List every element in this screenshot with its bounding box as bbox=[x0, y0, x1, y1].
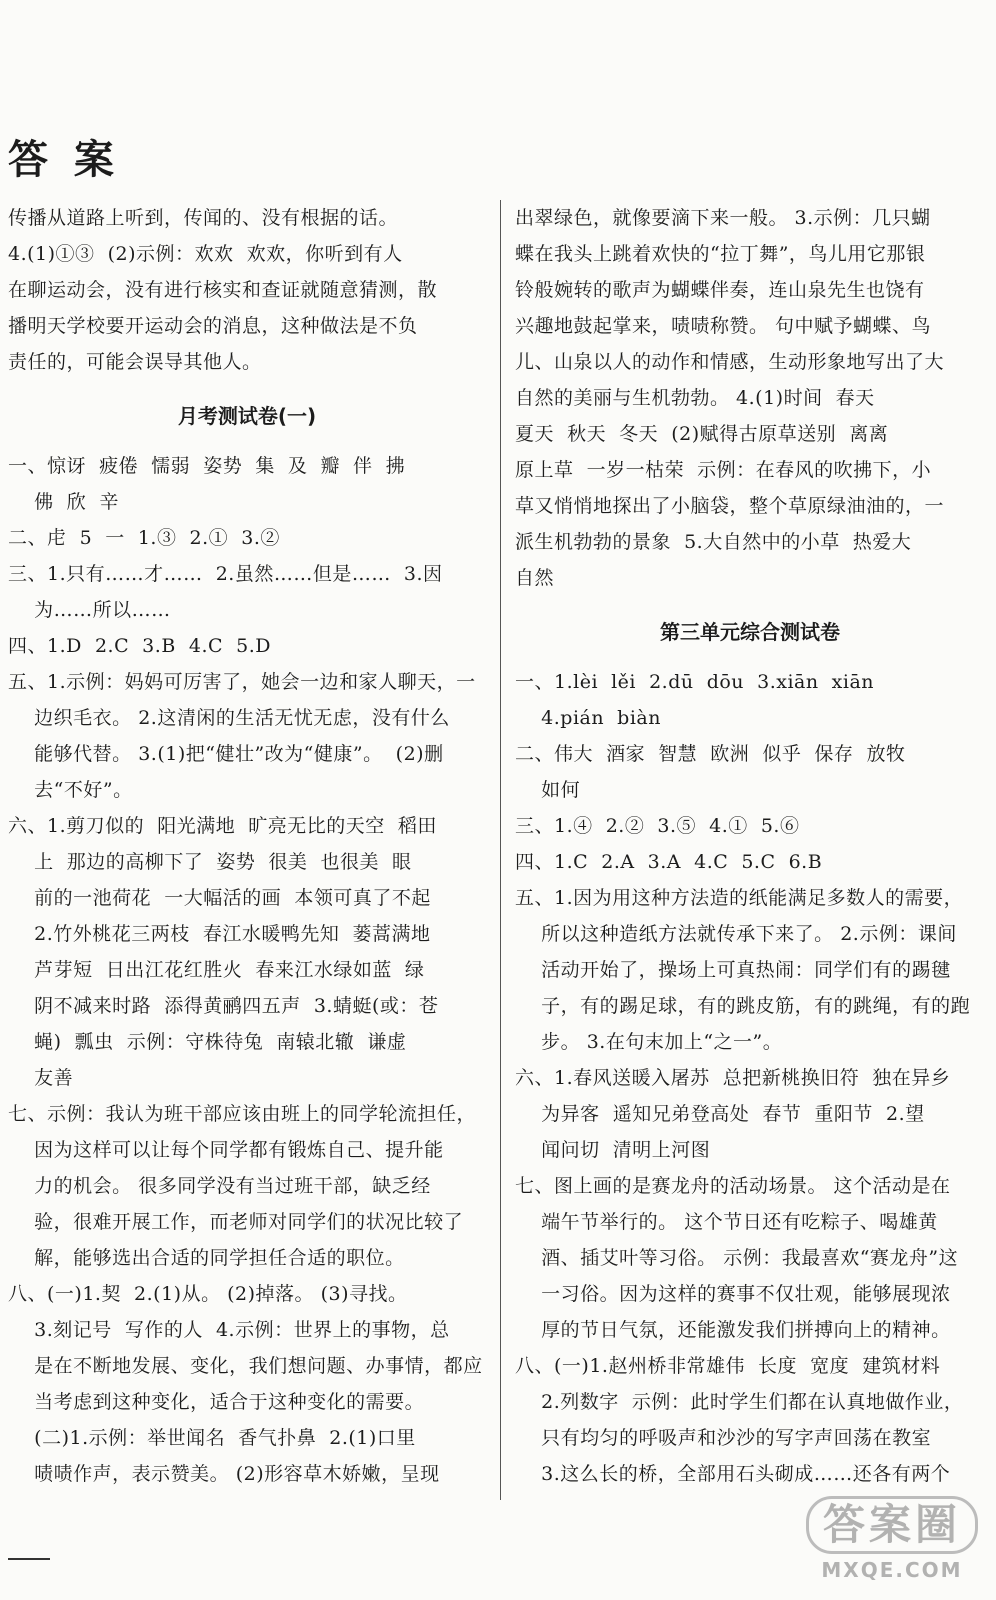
text-line: 一、1.lèi lěi 2.dū dōu 3.xiān xiān bbox=[515, 671, 875, 693]
text-line: 酒、插艾叶等习俗。 示例：我最喜欢“赛龙舟”这 bbox=[515, 1247, 959, 1269]
text-line: 4.(1)①③ (2)示例：欢欢 欢欢，你听到有人 bbox=[8, 243, 403, 265]
text-line: 七、示例：我认为班干部应该由班上的同学轮流担任， bbox=[8, 1103, 477, 1125]
text-line: 蝶在我头上跳着欢快的“拉丁舞”，鸟儿用它那银 bbox=[515, 243, 926, 265]
text-line: 啧啧作声，表示赞美。 (2)形容草木娇嫩，呈现 bbox=[8, 1463, 440, 1485]
text-line: 3.刻记号 写作的人 4.示例：世界上的事物，总 bbox=[8, 1319, 450, 1341]
text-line: 步。 3.在句末加上“之一”。 bbox=[515, 1031, 783, 1053]
right-intro-text bbox=[515, 200, 985, 596]
text-line: 原上草 一岁一枯荣 示例：在春风的吹拂下，小 bbox=[515, 459, 932, 481]
text-line: 力的机会。 很多同学没有当过班干部，缺乏经 bbox=[8, 1175, 431, 1197]
text-line: 上 那边的高柳下了 姿势 很美 也很美 眼 bbox=[8, 851, 412, 873]
text-line: 派生机勃勃的景象 5.大自然中的小草 热爱大 bbox=[515, 531, 912, 553]
text-line: 如何 bbox=[515, 779, 581, 801]
text-line: 自然 bbox=[515, 567, 555, 589]
watermark-logo bbox=[806, 1496, 978, 1582]
text-line: 去“不好”。 bbox=[8, 779, 133, 801]
text-line: 芦芽短 日出江花红胜火 春来江水绿如蓝 绿 bbox=[8, 959, 425, 981]
right-answers-text bbox=[515, 664, 985, 1492]
left-column bbox=[8, 200, 486, 1492]
text-line: 七、图上画的是赛龙舟的活动场景。 这个活动是在 bbox=[515, 1175, 951, 1197]
text-line: 兴趣地鼓起掌来，啧啧称赞。 句中赋予蝴蝶、鸟 bbox=[515, 315, 932, 337]
text-line: 佛 欣 辛 bbox=[8, 491, 119, 513]
text-line: 一习俗。因为这样的赛事不仅壮观，能够展现浓 bbox=[515, 1283, 951, 1305]
text-line: 出翠绿色，就像要滴下来一般。 3.示例：几只蝴 bbox=[515, 207, 931, 229]
text-line: 能够代替。 3.(1)把“健壮”改为“健康”。 (2)删 bbox=[8, 743, 444, 765]
text-line: 夏天 秋天 冬天 (2)赋得古原草送别 离离 bbox=[515, 423, 889, 445]
text-line: 一、惊讶 疲倦 懦弱 姿势 集 及 瓣 伴 拂 bbox=[8, 455, 406, 477]
text-line: 解，能够选出合适的同学担任合适的职位。 bbox=[8, 1247, 405, 1269]
section-heading-unit-three-test: 第三单元综合测试卷 bbox=[660, 620, 840, 644]
text-line: 自然的美丽与生机勃勃。 4.(1)时间 春天 bbox=[515, 387, 875, 409]
text-line: 五、1.因为用这种方法造的纸能满足多数人的需要， bbox=[515, 887, 964, 909]
text-line: 所以这种造纸方法就传承下来了。 2.示例：课间 bbox=[515, 923, 957, 945]
text-line: 儿、山泉以人的动作和情感，生动形象地写出了大 bbox=[515, 351, 945, 373]
text-line: 只有均匀的呼吸声和沙沙的写字声回荡在教室 bbox=[515, 1427, 932, 1449]
watermark-brand: 答案圈 bbox=[806, 1496, 978, 1554]
left-intro-text bbox=[8, 200, 486, 380]
text-line: 4.pián biàn bbox=[515, 707, 661, 729]
text-line: 为异客 遥知兄弟登高处 春节 重阳节 2.望 bbox=[515, 1103, 925, 1125]
column-divider bbox=[500, 200, 501, 1500]
text-line: 3.这么长的桥，全部用石头砌成……还各有两个 bbox=[515, 1463, 951, 1485]
text-line: 蝇) 瓢虫 示例：守株待兔 南辕北辙 谦虚 bbox=[8, 1031, 407, 1053]
watermark-url: MXQE.COM bbox=[821, 1558, 963, 1582]
text-line: 八、(一)1.赵州桥非常雄伟 长度 宽度 建筑材料 bbox=[515, 1355, 941, 1377]
text-line: 2.列数字 示例：此时学生们都在认真地做作业， bbox=[515, 1391, 964, 1413]
text-line: 播明天学校要开运动会的消息，这种做法是不负 bbox=[8, 315, 418, 337]
text-line: 因为这样可以让每个同学都有锻炼自己、提升能 bbox=[8, 1139, 444, 1161]
text-line: 当考虑到这种变化，适合于这种变化的需要。 bbox=[8, 1391, 425, 1413]
text-line: 六、1.剪刀似的 阳光满地 旷亮无比的天空 稻田 bbox=[8, 815, 437, 837]
text-line: 是在不断地发展、变化，我们想问题、办事情，都应 bbox=[8, 1355, 483, 1377]
text-line: 三、1.④ 2.② 3.⑤ 4.① 5.⑥ bbox=[515, 815, 800, 837]
text-line: 2.竹外桃花三两枝 春江水暖鸭先知 蒌蒿满地 bbox=[8, 923, 431, 945]
text-line: 边织毛衣。 2.这清闲的生活无忧无虑，没有什么 bbox=[8, 707, 450, 729]
text-line: 责任的，可能会误导其他人。 bbox=[8, 351, 262, 373]
text-line: 阴不减来时路 添得黄鹂四五声 3.蜻蜓(或：苍 bbox=[8, 995, 439, 1017]
text-line: 厚的节日气氛，还能激发我们拼搏向上的精神。 bbox=[515, 1319, 951, 1341]
page-title: 答 案 bbox=[8, 137, 120, 183]
text-line: 四、1.D 2.C 3.B 4.C 5.D bbox=[8, 635, 271, 657]
section-heading-monthly-test: 月考测试卷(一) bbox=[177, 404, 317, 428]
text-line: 草又悄悄地探出了小脑袋，整个草原绿油油的，一 bbox=[515, 495, 945, 517]
text-line: 前的一池荷花 一大幅活的画 本领可真了不起 bbox=[8, 887, 431, 909]
text-line: 在聊运动会，没有进行核实和查证就随意猜测，散 bbox=[8, 279, 438, 301]
text-line: 闻问切 清明上河图 bbox=[515, 1139, 711, 1161]
text-line: 为……所以…… bbox=[8, 599, 171, 621]
left-answers-text bbox=[8, 448, 486, 1492]
text-line: 六、1.春风送暖入屠苏 总把新桃换旧符 独在异乡 bbox=[515, 1067, 951, 1089]
text-line: 活动开始了，操场上可真热闹：同学们有的踢毽 bbox=[515, 959, 951, 981]
right-column bbox=[515, 200, 985, 1492]
text-line: 三、1.只有……才…… 2.虽然……但是…… 3.因 bbox=[8, 563, 443, 585]
text-line: 传播从道路上听到，传闻的、没有根据的话。 bbox=[8, 207, 399, 229]
text-line: 二、虍 5 一 1.③ 2.① 3.② bbox=[8, 527, 280, 549]
text-line: 友善 bbox=[8, 1067, 74, 1089]
text-line: 铃般婉转的歌声为蝴蝶伴奏，连山泉先生也饶有 bbox=[515, 279, 925, 301]
text-line: 八、(一)1.契 2.(1)从。 (2)掉落。 (3)寻找。 bbox=[8, 1283, 408, 1305]
text-line: 四、1.C 2.A 3.A 4.C 5.C 6.B bbox=[515, 851, 823, 873]
text-line: 验，很难开展工作，而老师对同学们的状况比较了 bbox=[8, 1211, 464, 1233]
text-line: 端午节举行的。 这个节日还有吃粽子、喝雄黄 bbox=[515, 1211, 938, 1233]
footer-rule bbox=[8, 1558, 50, 1560]
text-line: 子，有的踢足球，有的跳皮筋，有的跳绳，有的跑 bbox=[515, 995, 971, 1017]
text-line: 二、伟大 酒家 智慧 欧洲 似乎 保存 放牧 bbox=[515, 743, 906, 765]
text-line: 五、1.示例：妈妈可厉害了，她会一边和家人聊天，一 bbox=[8, 671, 476, 693]
text-line: (二)1.示例：举世闻名 香气扑鼻 2.(1)口里 bbox=[8, 1427, 416, 1449]
